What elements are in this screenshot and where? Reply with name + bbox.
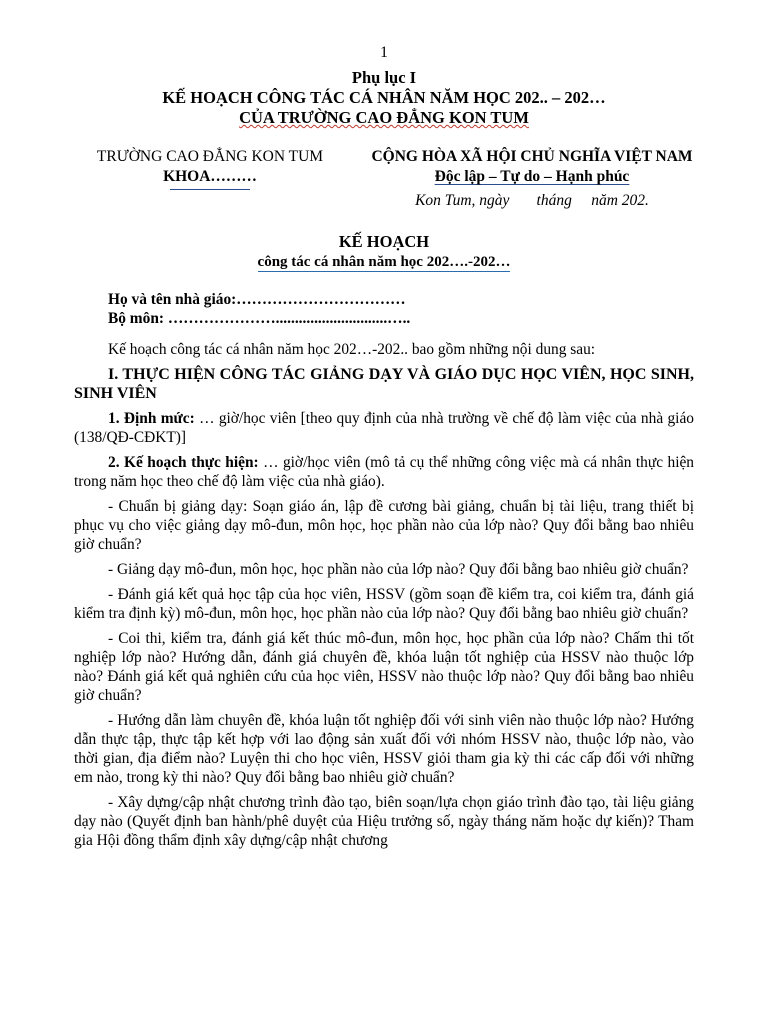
teacher-name-line: Họ và tên nhà giáo:…………………………… [108,291,406,308]
school-name: TRƯỜNG CAO ĐẲNG KON TUM [96,148,324,165]
plan-school-line [0,108,768,128]
subtitle-text: công tác cá nhân năm học 202….-202… [257,254,511,270]
bullet-item: - Xây dựng/cập nhật chương trình đào tạo, biên soạn/lựa chọn giáo trình đào tạo, tài liệu giảng dạy nào (Quyết định ban hành/phê duyệt của Hiệu trưởng số, ngày tháng năm hoặc dự kiến)? Tham gia Hội đồng thẩm định xây dựng/cập nhật chương [74,794,694,849]
document-subtitle [0,252,768,272]
spacer [74,328,694,340]
date-line: Kon Tum, ngày tháng năm 202. [415,192,649,209]
appendix-label: Phụ lục I [351,68,417,87]
subject-line: Bộ môn: ………………….............................….. [108,310,411,327]
item-quota-label: 1. Định mức: [108,410,195,427]
bullet-item: - Hướng dẫn làm chuyên đề, khóa luận tốt nghiệp đối với sinh viên nào thuộc lớp nào? Hướng dẫn thực tập, thực tập kết hợp với lao động sản xuất đối với nhóm HSSV nào, thuộc lớp nào, vào thời gian, địa điểm nào? Luyện thi cho học viên, HSSV giỏi tham gia kỳ thi các cấp đối với những em nào, trong kỳ thi nào? Quy đổi bằng bao nhiêu giờ chuẩn? [74,712,694,786]
intro-paragraph: Kế hoạch công tác cá nhân năm học 202…-202.. bao gồm những nội dung sau: [108,341,596,358]
plan-main-title: KẾ HOẠCH CÔNG TÁC CÁ NHÂN NĂM HỌC 202.. – 202… [162,88,606,107]
document-body [74,290,694,856]
item-quota [74,409,694,447]
organization-header [70,147,350,190]
faculty-name: KHOA……… [163,168,257,185]
motto-line [352,167,712,187]
item-plan-text: … giờ/học viên (mô tả cụ thể những công việc mà cá nhân thực hiện trong năm học theo chế độ làm việc của nhà giáo). [74,454,694,490]
item-plan-label: 2. Kế hoạch thực hiện: [108,454,259,471]
item-quota-text: … giờ/học viên [theo quy định của nhà trường về chế độ làm việc của nhà giáo (138/QĐ-CĐKT)] [74,410,694,446]
page-number: 1 [380,44,388,61]
school-line-text: CỦA TRƯỜNG CAO ĐẲNG KON TUM [239,108,529,127]
item-plan [74,453,694,491]
nation-name: CỘNG HÒA XÃ HỘI CHỦ NGHĨA VIỆT NAM [371,148,693,165]
appendix-header [0,68,768,128]
section-heading: I. THỰC HIỆN CÔNG TÁC GIẢNG DẠY VÀ GIÁO DỤC HỌC VIÊN, HỌC SINH, SINH VIÊN [74,366,694,402]
motto-text: Độc lập – Tự do – Hạnh phúc [434,168,630,185]
document-title: KẾ HOẠCH [338,232,430,251]
bullet-item: - Chuẩn bị giảng dạy: Soạn giáo án, lập đề cương bài giảng, chuẩn bị tài liệu, trang thiết bị phục vụ cho việc giảng dạy mô-đun, môn học, học phần nào của lớp nào? Quy đổi bằng bao nhiêu giờ chuẩn? [74,498,694,553]
bullet-item: - Đánh giá kết quả học tập của học viên, HSSV (gồm soạn đề kiểm tra, coi kiểm tra, đánh giá kiểm tra định kỳ) mô-đun, môn học, học phần nào của lớp nào? Quy đổi bằng bao nhiêu giờ chuẩn? [74,586,694,622]
national-header [352,147,712,187]
faculty-divider [170,189,250,190]
bullet-item: - Coi thi, kiểm tra, đánh giá kết thúc mô-đun, môn học, học phần của lớp nào? Chấm thi tốt nghiệp lớp nào? Hướng dẫn, đánh giá chuyên đề, khóa luận tốt nghiệp của HSSV nào thuộc lớp nào? Đánh giá kết quả nghiên cứu của học viên, HSSV nào thuộc lớp nào? Quy đổi bằng bao nhiêu giờ chuẩn? [74,630,694,704]
bullet-item: - Giảng dạy mô-đun, môn học, học phần nào của lớp nào? Quy đổi bằng bao nhiêu giờ chuẩn? [108,561,689,578]
